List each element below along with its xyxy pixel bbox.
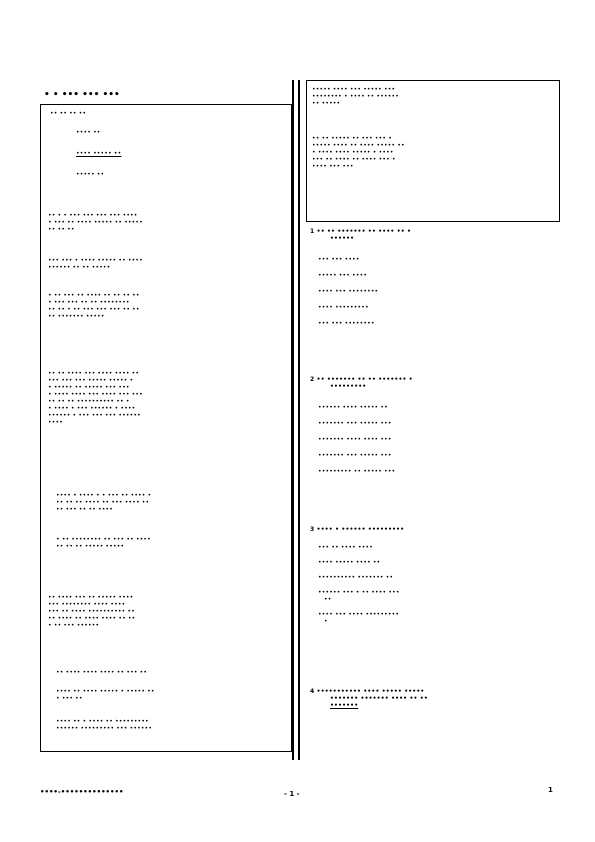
text-line: • •• ••• •••••• <box>48 622 100 629</box>
list-item: ••• ••• •••• <box>318 256 360 263</box>
list-item: ••• ••• •••••••• <box>318 320 375 327</box>
text-line: •••••••• • •••• •• •••••• <box>312 93 399 100</box>
text-line: 3 •••• • •••••• ••••••••• <box>310 526 405 533</box>
left-paragraph-7 <box>48 594 135 629</box>
left-paragraph-5 <box>56 492 151 513</box>
text-line: •• •••• •• •••• •••• •• •• <box>48 615 136 622</box>
text-line: •• •• •• <box>48 226 75 233</box>
text-line: • •• •••••••• •• ••• •• •••• <box>56 536 151 543</box>
text-line: •• •• •• •••••••••• •• • <box>48 398 130 405</box>
column-divider-right <box>298 80 300 760</box>
page-number: - 1 - <box>284 790 300 798</box>
text-line: •• •••• •••• •••• •• ••• •• <box>56 669 148 676</box>
text-line: •• •••• ••• •• ••••• •••• <box>48 594 134 601</box>
right-box-text <box>312 86 405 170</box>
item-1-title <box>310 228 411 242</box>
left-paragraph-2 <box>48 257 143 271</box>
text-line: ••••• •••• •• •••• ••••• •• <box>312 142 405 149</box>
list-item: •••• ••••• •••• •• <box>318 559 381 566</box>
text-line: •• •• •• ••••• ••••• <box>56 543 125 550</box>
section-heading: • • ••• ••• ••• <box>44 90 120 100</box>
item-3-title <box>310 526 404 533</box>
left-paragraph-6 <box>56 536 151 550</box>
item-4-title <box>310 688 428 709</box>
item-3-list <box>318 544 400 625</box>
text-line: •••••• <box>330 235 355 242</box>
column-divider-left <box>292 80 294 760</box>
text-line: ••• ••• ••• ••••• ••••• • <box>48 377 134 384</box>
list-item: •••••• •••• ••••• •• <box>318 404 388 411</box>
text-line: ••• •• •••• •••••••••• •• <box>48 608 135 615</box>
text-line: • •• ••• •• •••• •• •• •• •• <box>48 292 140 299</box>
list-item: • <box>324 618 328 625</box>
text-line: •• ••• •• •• •••• <box>56 506 114 513</box>
text-line: •• • • ••• ••• ••• ••• •••• <box>48 212 138 219</box>
text-line: •• •• ••••• •• ••• ••• • <box>312 135 392 142</box>
list-item: ••••• ••• •••• <box>318 272 368 279</box>
footer-right: 1 <box>548 786 553 794</box>
left-paragraph-3 <box>48 292 140 320</box>
left-paragraph-8 <box>56 669 147 676</box>
list-item: •• <box>324 596 332 603</box>
list-item: •••••••••• ••••••• •• <box>318 574 394 581</box>
left-paragraph-1 <box>48 212 143 233</box>
text-line: 1 •• •• ••••••• •• •••• •• • <box>310 228 412 235</box>
text-line: • ••••• •• ••••• ••• ••• <box>48 384 130 391</box>
text-line <box>312 107 405 135</box>
left-paragraph-9 <box>56 688 155 702</box>
footer-left: ••••-•••••••••••••• <box>40 788 124 796</box>
list-item: ••••••• •••• •••• ••• <box>318 436 392 443</box>
text-line: ••• •• •••• •• •••• ••• • <box>312 156 396 163</box>
list-item: ••••••• ••• ••••• ••• <box>318 452 392 459</box>
text-line: 2 •• ••••••• •• •• ••••••• • <box>310 376 413 383</box>
text-line: • •••• • ••• •••••• • •••• <box>48 405 136 412</box>
item-2-title <box>310 376 413 390</box>
text-line: ••••••••• <box>330 383 367 390</box>
text-line: • •••• •••• ••• •••• ••• ••• <box>48 391 143 398</box>
text-line: •••••• ••••••••• ••• •••••• <box>56 725 153 732</box>
box-line-3: •••• ••••• •• <box>76 150 122 157</box>
item-1-list <box>318 256 378 327</box>
text-line: •••• •• •••• ••••• • ••••• •• <box>56 688 155 695</box>
left-paragraph-4 <box>48 370 143 426</box>
list-item: ••••••••• •• ••••• ••• <box>318 468 396 475</box>
list-item: ••••••• ••• ••••• ••• <box>318 420 392 427</box>
item-2-list <box>318 404 395 475</box>
box-line-2: •••• •• <box>76 129 101 136</box>
text-line: ••••• •••• ••• ••••• ••• <box>312 86 396 93</box>
text-line: • ••• •• •••• ••••• •• ••••• <box>48 219 143 226</box>
box-line-1: •• •• •• •• <box>50 110 87 117</box>
text-line: •••••• • ••• ••• ••• •••••• <box>48 412 141 419</box>
box-line-4: ••••• •• <box>76 171 105 178</box>
text-line: •• •• • •• ••• ••• ••• •• •• <box>48 306 140 313</box>
text-line: •• •• •• •••• •• ••• •••• •• <box>56 499 150 506</box>
text-line: ••••••• <box>330 702 359 709</box>
text-line: •••••• •• •• ••••• <box>48 264 111 271</box>
text-line: •• ••••••• ••••• <box>48 313 105 320</box>
list-item: •••• ••• •••• ••••••••• <box>318 611 400 618</box>
list-item: •••• ••••••••• <box>318 304 369 311</box>
text-line: •••• <box>48 419 63 426</box>
text-line: •• ••••• <box>312 100 341 107</box>
text-line: • •••• •••• ••••• • •••• <box>312 149 394 156</box>
text-line: •••• ••• ••• <box>312 163 354 170</box>
text-line: ••• •••••••• •••• •••• <box>48 601 126 608</box>
text-line: • ••• •• <box>56 695 83 702</box>
text-line: ••••••• ••••••• •••• •• •• <box>330 695 428 702</box>
text-line: • ••• ••• •• •• •••••••• <box>48 299 130 306</box>
list-item: •••• ••• •••••••• <box>318 288 379 295</box>
list-item: •••••• ••• • •• •••• ••• <box>318 589 400 596</box>
text-line: 4 ••••••••••• •••• ••••• ••••• <box>310 688 425 695</box>
list-item: ••• •• •••• •••• <box>318 544 373 551</box>
text-line: ••• ••• • •••• ••••• •• •••• <box>48 257 143 264</box>
left-content-box <box>40 104 292 752</box>
text-line: •••• •• • •••• •• ••••••••• <box>56 718 149 725</box>
left-paragraph-10 <box>56 718 152 732</box>
text-line: •••• • •••• • • ••• •• •••• • <box>56 492 152 499</box>
text-line: •• •• •••• ••• •••• •••• •• <box>48 370 140 377</box>
